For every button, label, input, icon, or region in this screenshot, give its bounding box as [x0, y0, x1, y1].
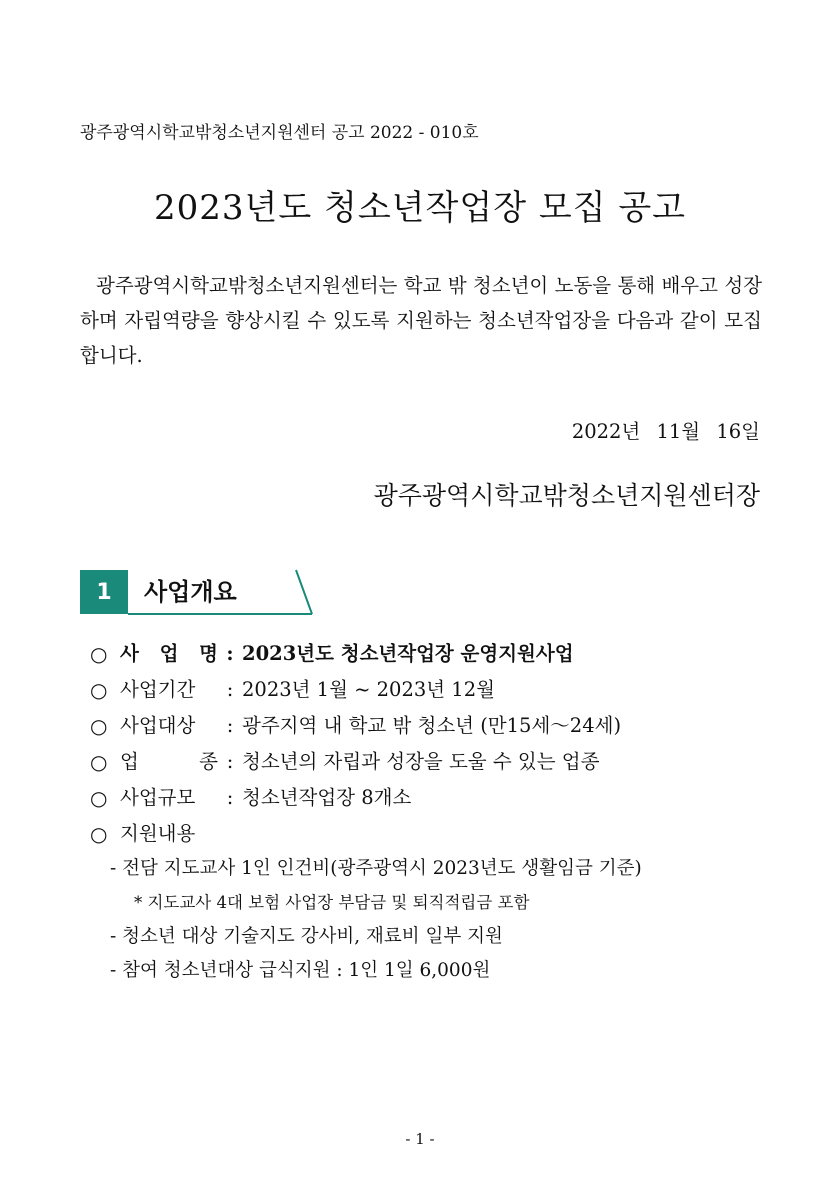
- section-header: [80, 568, 320, 616]
- item-value: 광주지역 내 학교 밖 청소년 (만15세～24세): [242, 714, 622, 737]
- item-value: 청소년의 자립과 성장을 도울 수 있는 업종: [242, 750, 600, 773]
- item-label: 사 업 명: [120, 642, 218, 665]
- list-item-project-name: [90, 636, 621, 672]
- list-item-scale: [90, 780, 621, 816]
- support-item-teacher: - 전담 지도교사 1인 인건비(광주광역시 2023년도 생활임금 기준): [110, 858, 642, 879]
- item-label: 사업규모: [120, 786, 196, 809]
- circle-bullet-icon: ○: [90, 786, 108, 810]
- organization-name: 광주광역시학교밖청소년지원센터장: [373, 481, 760, 510]
- item-colon: :: [226, 642, 234, 665]
- list-item-period: [90, 672, 621, 708]
- circle-bullet-icon: ○: [90, 678, 108, 702]
- page-number: - 1 -: [405, 1130, 435, 1148]
- section-number: 1: [80, 570, 128, 614]
- list-item-support: [90, 816, 621, 852]
- item-colon: :: [226, 714, 234, 737]
- support-item-meal: - 참여 청소년대상 급식지원 : 1인 1일 6,000원: [110, 960, 491, 981]
- support-note: * 지도교사 4대 보험 사업장 부담금 및 퇴직적립금 포함: [134, 893, 530, 912]
- item-colon: :: [226, 750, 234, 773]
- list-item-target: [90, 708, 621, 744]
- section-title: 사업개요: [144, 578, 237, 606]
- item-label: 지원내용: [120, 822, 196, 845]
- item-colon: :: [226, 786, 234, 809]
- item-label: 사업기간: [120, 678, 196, 701]
- circle-bullet-icon: ○: [90, 822, 108, 846]
- circle-bullet-icon: ○: [90, 642, 108, 666]
- item-value: 2023년도 청소년작업장 운영지원사업: [242, 642, 574, 665]
- notice-number: 광주광역시학교밖청소년지원센터 공고 2022 - 010호: [80, 123, 479, 143]
- support-details: [110, 852, 642, 988]
- item-label: 사업대상: [120, 714, 196, 737]
- notice-date: 2022년 11월 16일: [571, 420, 760, 443]
- circle-bullet-icon: ○: [90, 750, 108, 774]
- item-colon: :: [226, 678, 234, 701]
- list-item-business-type: [90, 744, 621, 780]
- circle-bullet-icon: ○: [90, 714, 108, 738]
- item-value: 청소년작업장 8개소: [242, 786, 412, 809]
- support-item-instructor: - 청소년 대상 기술지도 강사비, 재료비 일부 지원: [110, 926, 503, 947]
- item-value: 2023년 1월 ~ 2023년 12월: [242, 678, 495, 701]
- overview-list: [90, 636, 621, 852]
- item-label: 업 종: [120, 750, 218, 773]
- intro-paragraph: 광주광역시학교밖청소년지원센터는 학교 밖 청소년이 노동을 통해 배우고 성장하며 자립역량을 향상시킬 수 있도록 지원하는 청소년작업장을 다음과 같이 모집합니다.: [80, 274, 762, 367]
- page-title: 2023년도 청소년작업장 모집 공고: [153, 188, 687, 228]
